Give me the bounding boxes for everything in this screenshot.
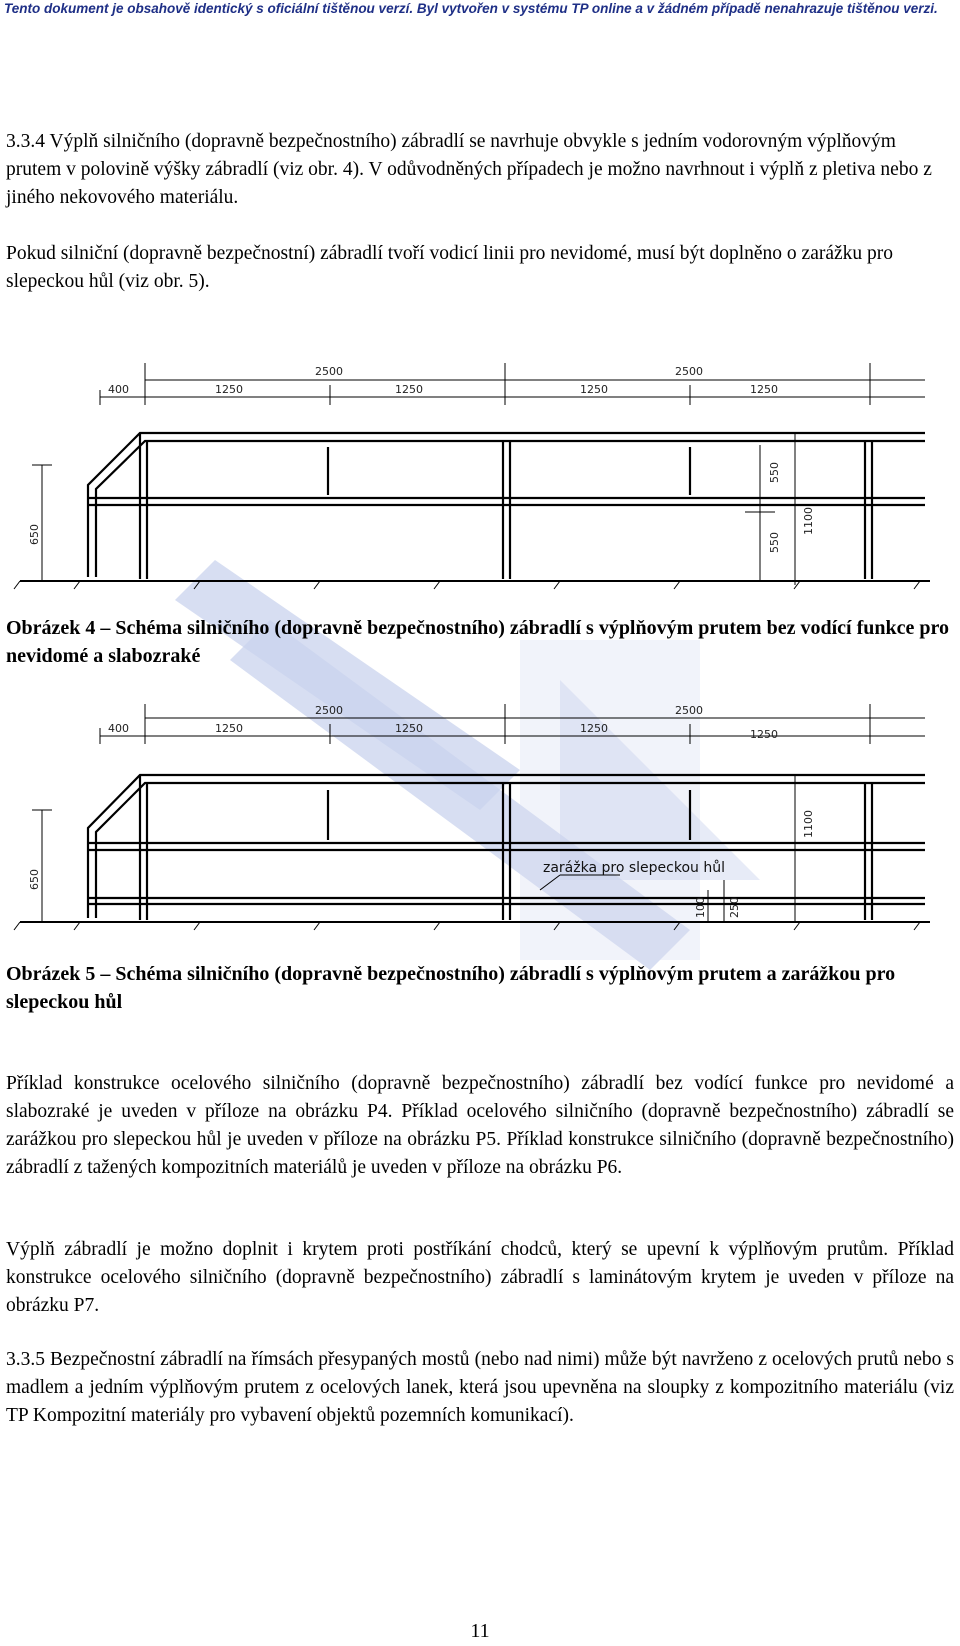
dim-label: 550 (768, 462, 781, 483)
dim-label: 400 (108, 383, 129, 396)
dim-label: 1250 (395, 383, 423, 396)
page-number: 11 (470, 1620, 490, 1642)
paragraph-guide-line: Pokud silniční (dopravně bezpečnostní) zábradlí tvoří vodicí linii pro nevidomé, musí být doplněno o zarážku pro slepeckou hůl (viz obr. 5). (6, 243, 894, 292)
dim-label: 1250 (580, 722, 608, 735)
dim-label: 1100 (802, 810, 815, 838)
dim-label: 250 (728, 897, 741, 918)
dim-label: 1250 (580, 383, 608, 396)
figure-5-caption: Obrázek 5 – Schéma silničního (dopravně bezpečnostního) zábradlí s výplňovým prutem a zarážkou pro slepeckou hůl (6, 963, 896, 1013)
paragraph-3-3-4: 3.3.4 Výplň silničního (dopravně bezpečnostního) zábradlí se navrhuje obvykle s jedním vodorovným výplňovým prutem v polovině výšky zábradlí (viz obr. 4). V odůvodněných případech je možno navrhnout i výplň z pletiva nebo z jiného nekovového materiálu. (6, 131, 932, 208)
dim-label: 1250 (750, 728, 778, 741)
figure-4-railing-drawing (0, 355, 960, 595)
paragraph-examples: Příklad konstrukce ocelového silničního (dopravně bezpečnostního) zábradlí bez vodící funkce pro nevidomé a slabozraké je uveden v příloze na obrázku P4. Příklad ocelového silničního (dopravně bezpečnostního) zábradlí se zarážkou pro slepeckou hůl je uveden v příloze na obrázku P5. Příklad konstrukce silničního (dopravně bezpečnostního) zábradlí z tažených kompozitních materiálů je uveden v příloze na obrázku P6. (6, 1073, 954, 1178)
figure-4-caption: Obrázek 4 – Schéma silničního (dopravně bezpečnostního) zábradlí s výplňovým prutem bez vodící funkce pro nevidomé a slabozraké (6, 617, 950, 667)
dim-label: 1250 (215, 383, 243, 396)
paragraph-3-3-5: 3.3.5 Bezpečnostní zábradlí na římsách přesypaných mostů (nebo nad nimi) může být navrženo z ocelových prutů nebo s madlem a jedním výplňovým prutem z ocelových lanek, která jsou upevněna na sloupky z kompozitního materiálu (viz TP Kompozitní materiály pro vybavení objektů pozemních komunikací). (6, 1349, 954, 1426)
dim-label: 1250 (750, 383, 778, 396)
dim-label: 2500 (675, 704, 703, 717)
figure-5-railing-drawing (0, 700, 960, 940)
dim-label: 1250 (395, 722, 423, 735)
document-header: Tento dokument je obsahově identický s oficiální tištěnou verzí. Byl vytvořen v systému TP online a v žádném případě nenahrazuje tištěnou verzi. (4, 1, 938, 16)
dim-label: 400 (108, 722, 129, 735)
dim-label: 2500 (315, 704, 343, 717)
dim-label: 2500 (675, 365, 703, 378)
dim-label: 100 (694, 897, 707, 918)
dim-label: 2500 (315, 365, 343, 378)
dim-label: 650 (28, 524, 41, 545)
paragraph-splash-cover: Výplň zábradlí je možno doplnit i krytem proti postříkání chodců, který se upevní k výplňovým prutům. Příklad konstrukce ocelového silničního (dopravně bezpečnostního) zábradlí s laminátovým krytem je uveden v příloze na obrázku P7. (6, 1239, 954, 1316)
curb-note-label: zarážka pro slepeckou hůl (543, 860, 725, 876)
dim-label: 1100 (802, 507, 815, 535)
dim-label: 550 (768, 532, 781, 553)
dim-label: 650 (28, 869, 41, 890)
dim-label: 1250 (215, 722, 243, 735)
